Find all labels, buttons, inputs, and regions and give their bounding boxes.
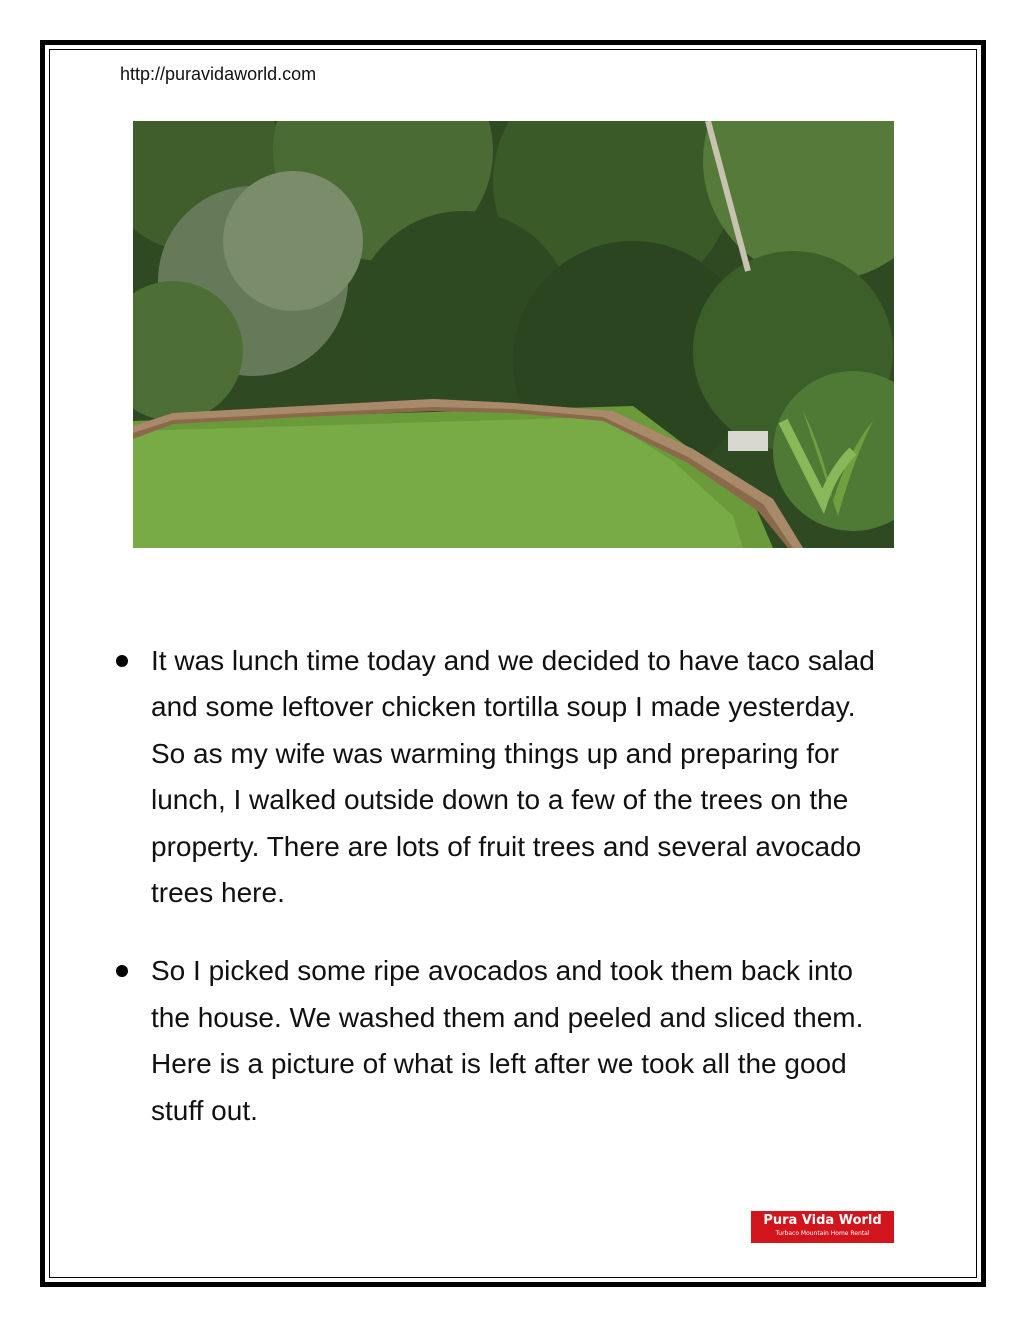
bullet-text: It was lunch time today and we decided to have taco salad and some leftover chicken tortilla soup I made yesterday. So as my wife was warming things up and preparing for lunch, I walked outside down to a few of the trees on the property. There are lots of fruit trees and several avocado trees here. [151, 645, 875, 909]
bullet-text: So I picked some ripe avocados and took them back into the house. We washed them and peeled and sliced them. Here is a picture of what is left after we took all the good stuff out. [151, 955, 864, 1126]
bullet-icon [116, 655, 128, 667]
logo-title: Pura Vida World [763, 1213, 882, 1228]
bullet-list [114, 638, 894, 1166]
list-item [114, 948, 894, 1134]
logo-subtitle: Turbaco Mountain Home Rental [775, 1230, 870, 1237]
garden-photo [133, 121, 894, 548]
header-url: http://puravidaworld.com [120, 64, 317, 84]
pura-vida-world-logo [751, 1211, 894, 1243]
bullet-icon [116, 965, 128, 977]
list-item [114, 638, 894, 916]
